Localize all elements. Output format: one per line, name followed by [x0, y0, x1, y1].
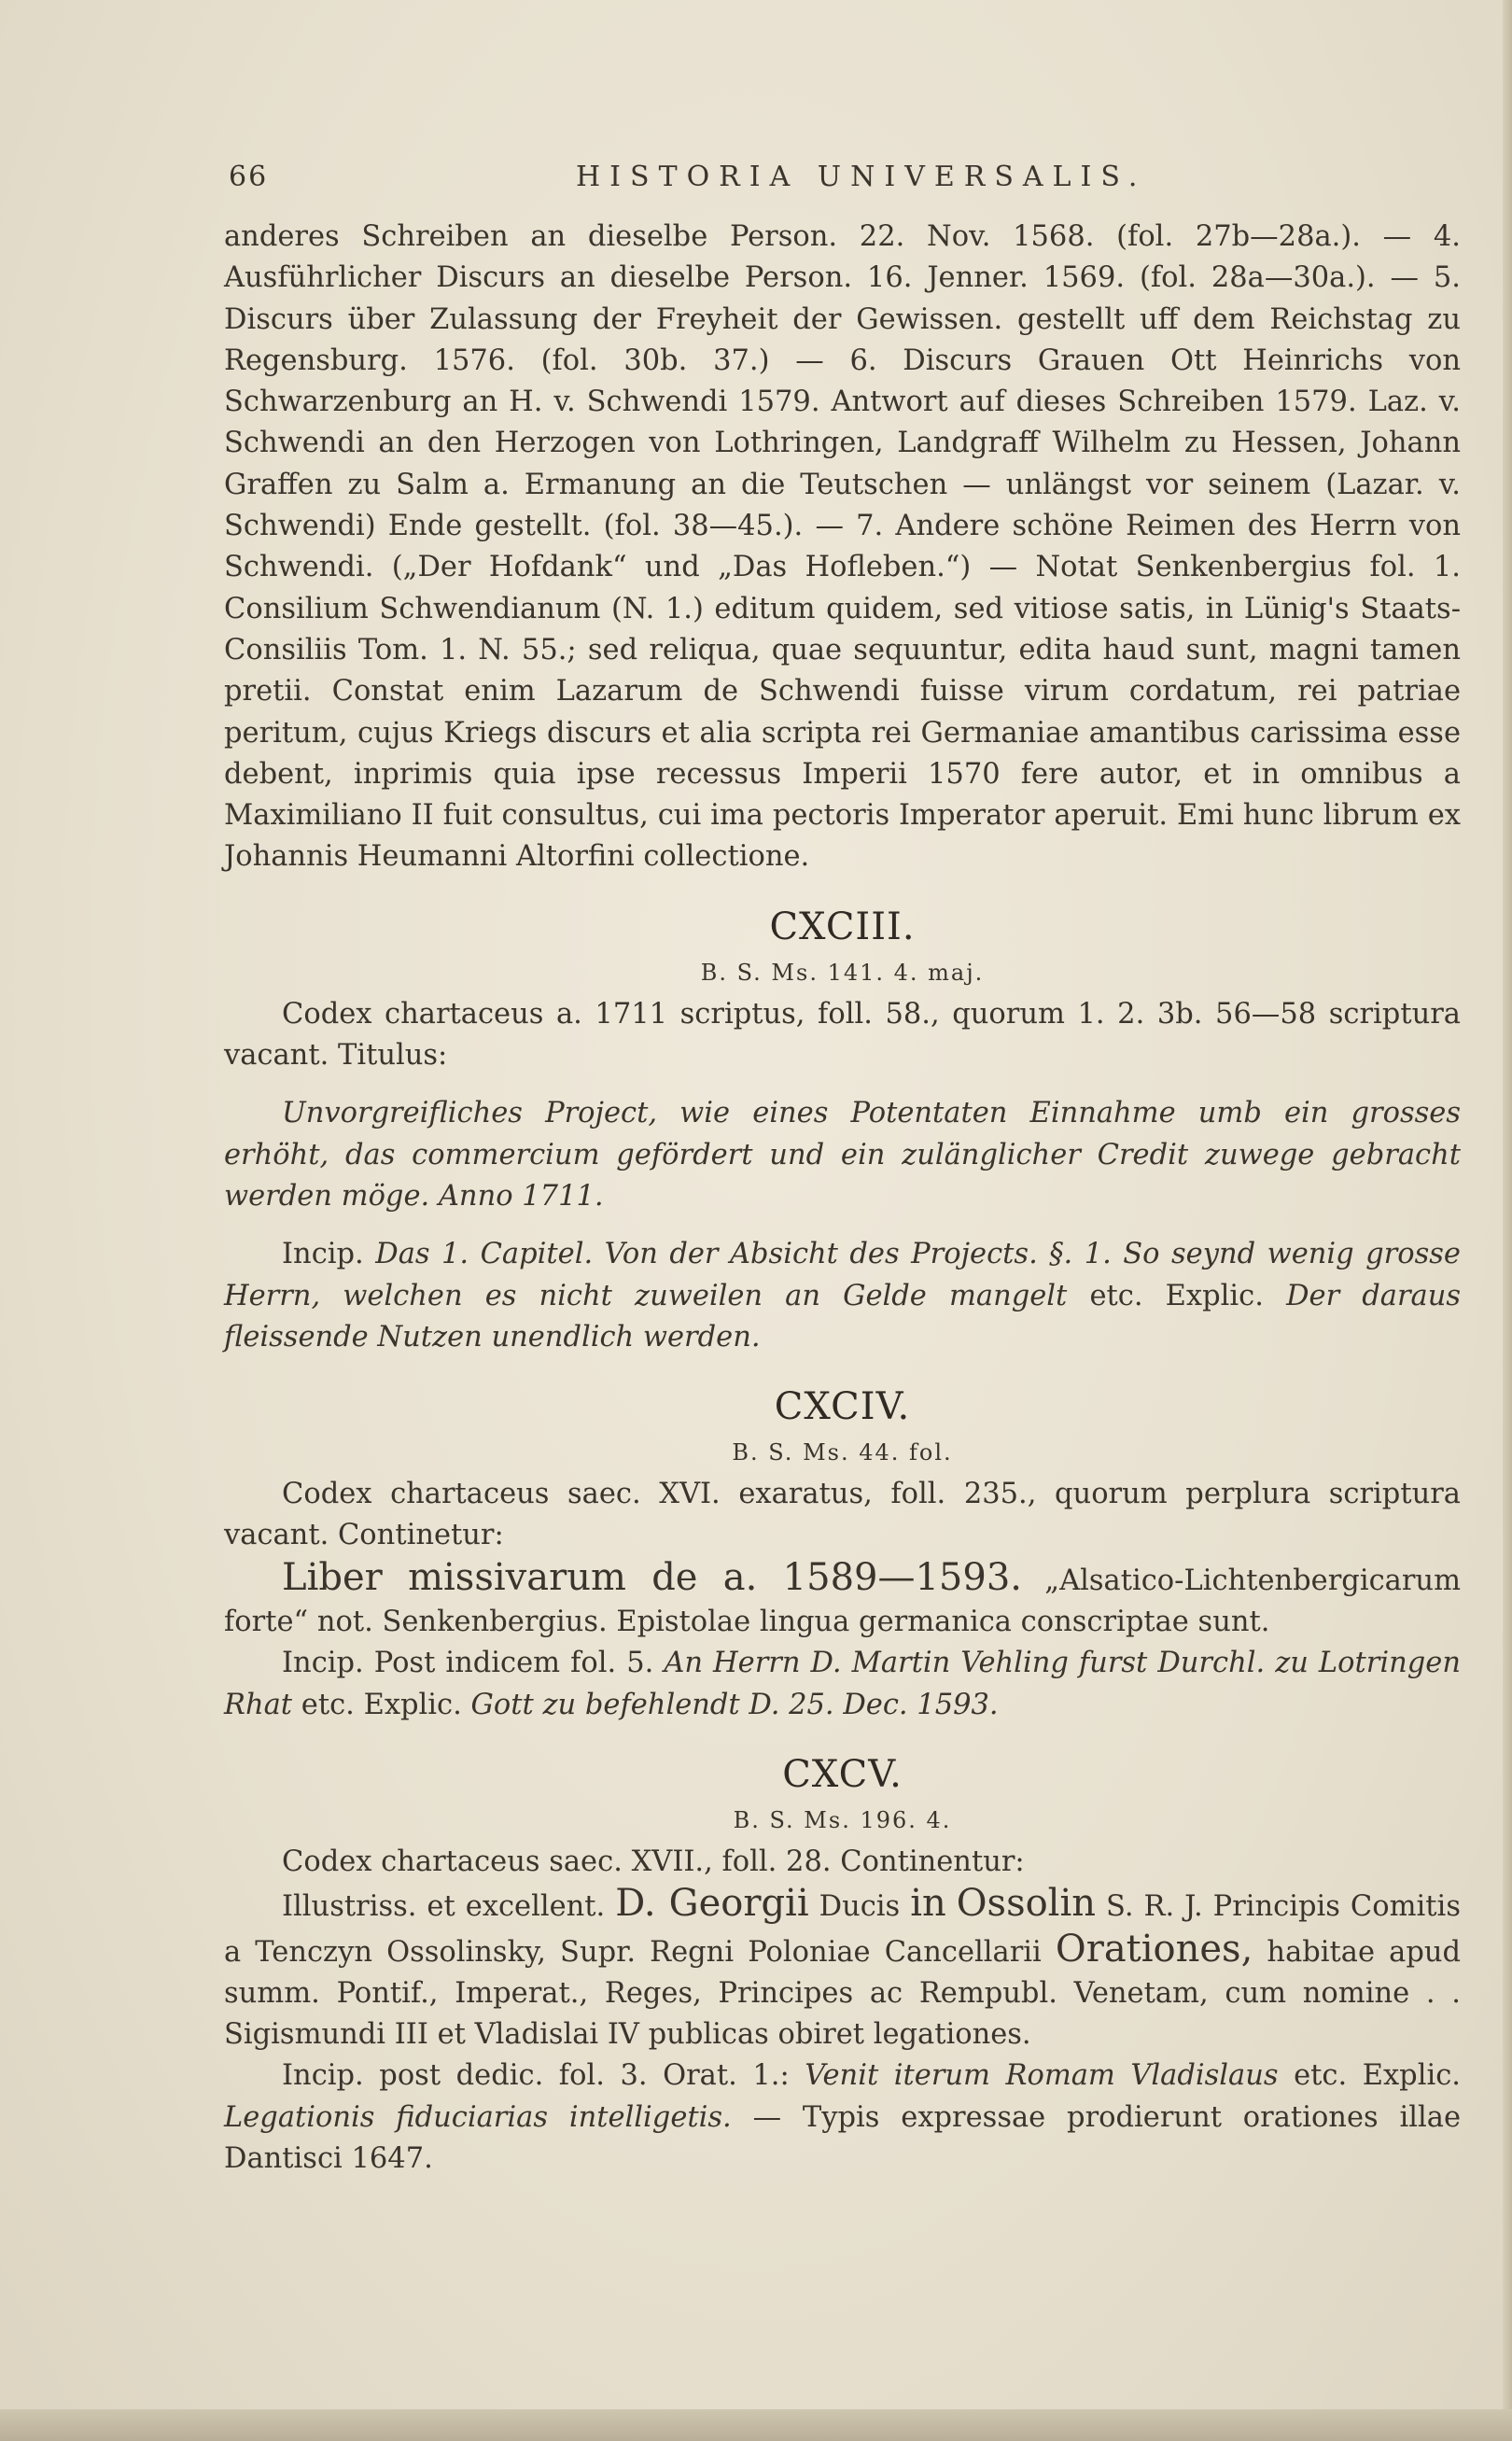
- incipit-explicit: [224, 1643, 1461, 1726]
- incipit-text: Venit iterum Romam Vladislaus: [805, 2059, 1279, 2093]
- page-edge-right: [1503, 0, 1512, 2441]
- work-rest: habitae apud summ. Pontif., Imperat., Reges, Principes ac Rempubl. Venetam, cum nomine . . Sigismundi III et Vladislai IV publicas obiret legationes.: [224, 1935, 1462, 2052]
- shelfmark: B. S. Ms. 141. 4. maj.: [700, 959, 985, 986]
- section-number: CXCIV.: [774, 1385, 911, 1429]
- work-title: Liber missivarum de a. 1589—1593.: [282, 1555, 1022, 1599]
- explicit-label: Explic.: [1362, 2059, 1461, 2093]
- page-number: 66: [229, 161, 269, 193]
- closing-note: — Typis expressae prodierunt orationes illae Dantisci 1647.: [224, 2100, 1461, 2175]
- explicit-text: Der daraus fleissende Nutzen unendlich werden.: [224, 1279, 1462, 1354]
- work-note: „Alsatico-Lichtenbergicarum forte“ not. Senkenbergius. Epistolae lingua germanica conscriptae sunt.: [224, 1564, 1461, 1639]
- codex-title: Unvorgreifliches Project, wie eines Potentaten Einnahme umb ein grosses erhöht, das commercium gefördert und ein zulänglicher Credit zuwege gebracht werden möge. Anno 1711.: [224, 1097, 1461, 1213]
- work-name: D. Georgii: [615, 1882, 809, 1926]
- incipit-prefix: Post indicem fol. 5.: [373, 1647, 654, 1680]
- incipit-explicit: [224, 2055, 1461, 2180]
- page-body: [224, 217, 1461, 2180]
- incipit-explicit: [224, 1234, 1461, 1358]
- work-in: in: [910, 1882, 946, 1926]
- etc-label: etc.: [301, 1688, 355, 1721]
- codex-description: Codex chartaceus saec. XVI. exaratus, foll. 235., quorum perplura scriptura vacant. Continetur:: [224, 1478, 1461, 1552]
- section-number: CXCV.: [782, 1752, 903, 1796]
- page-edge-bottom: [0, 2409, 1512, 2441]
- etc-label: etc.: [1089, 1279, 1143, 1312]
- incipit-label: Incip.: [282, 2059, 364, 2093]
- work-entry: [224, 1883, 1461, 2055]
- work-prefix: Illustriss. et excellent.: [282, 1890, 606, 1924]
- incipit-text: Das 1. Capitel. Von der Absicht des Projects. §. 1. So seynd wenig grosse Herrn, welchen es nicht zuweilen an Gelde mangelt: [224, 1238, 1461, 1312]
- explicit-text: Legationis fiduciarias intelligetis.: [224, 2100, 732, 2134]
- work-orationes: Orationes,: [1055, 1927, 1253, 1971]
- shelfmark: B. S. Ms. 196. 4.: [733, 1806, 952, 1833]
- work-ducis: Ducis: [819, 1890, 901, 1924]
- shelfmark: B. S. Ms. 44. fol.: [732, 1439, 953, 1466]
- incipit-label: Incip.: [282, 1238, 364, 1271]
- incipit-label: Incip.: [282, 1647, 364, 1680]
- section-number: CXCIII.: [769, 905, 916, 948]
- intro-paragraph: anderes Schreiben an dieselbe Person. 22. Nov. 1568. (fol. 27b—28a.). — 4. Ausführlicher Discurs an dieselbe Person. 16. Jenner. 1569. (fol. 28a—30a.). — 5. Discurs über Zulassung der Freyheit der Gewissen. gestellt uff dem Reichstag zu Regensburg. 1576. (fol. 30b. 37.) — 6. Discurs Grauen Ott Heinrichs von Schwarzenburg an H. v. Schwendi 1579. Antwort auf dieses Schreiben 1579. Laz. v. Schwendi an den Herzogen von Lothringen, Landgraff Wilhelm zu Hessen, Johann Graffen zu Salm a. Ermanung an die Teutschen — unlängst vor seinem (Lazar. v. Schwendi) Ende gestellt. (fol. 38—45.). — 7. Andere schöne Reimen des Herrn von Schwendi. („Der Hofdank“ und „Das Hofleben.“) — Notat Senkenbergius fol. 1. Consilium Schwendianum (N. 1.) editum quidem, sed vitiose satis, in Lünig's Staats-Consiliis Tom. 1. N. 55.; sed reliqua, quae sequuntur, edita haud sunt, magni tamen pretii. Constat enim Lazarum de Schwendi fuisse virum cordatum, rei patriae peritum, cujus Kriegs discurs et alia scripta rei Germaniae amantibus carissima esse debent, inprimis quia ipse recessus Imperii 1570 fere autor, et in omnibus a Maximiliano II fuit consultus, cui ima pectoris Imperator aperuit. Emi hunc librum ex Johannis Heumanni Altorfini collectione.: [224, 220, 1461, 874]
- running-title: HISTORIA UNIVERSALIS.: [576, 161, 1147, 193]
- codex-description: Codex chartaceus saec. XVII., foll. 28. Continentur:: [282, 1845, 1025, 1878]
- incipit-prefix: post dedic. fol. 3. Orat. 1.:: [379, 2059, 790, 2093]
- explicit-text: Gott zu befehlendt D. 25. Dec. 1593.: [470, 1688, 999, 1721]
- work-titles: S. R. J. Principis Comitis a Tenczyn Ossolinsky, Supr. Regni Poloniae Cancellarii: [224, 1890, 1461, 1969]
- codex-description: Codex chartaceus a. 1711 scriptus, foll. 58., quorum 1. 2. 3b. 56—58 scriptura vacant. Titulus:: [224, 997, 1461, 1073]
- incipit-text: An Herrn D. Martin Vehling furst Durchl. zu Lotringen Rhat: [224, 1647, 1461, 1721]
- explicit-label: Explic.: [1165, 1279, 1264, 1312]
- explicit-label: Explic.: [363, 1688, 462, 1721]
- etc-label: etc.: [1294, 2059, 1348, 2093]
- work-place: Ossolin: [956, 1882, 1097, 1926]
- work-entry: [224, 1557, 1461, 1644]
